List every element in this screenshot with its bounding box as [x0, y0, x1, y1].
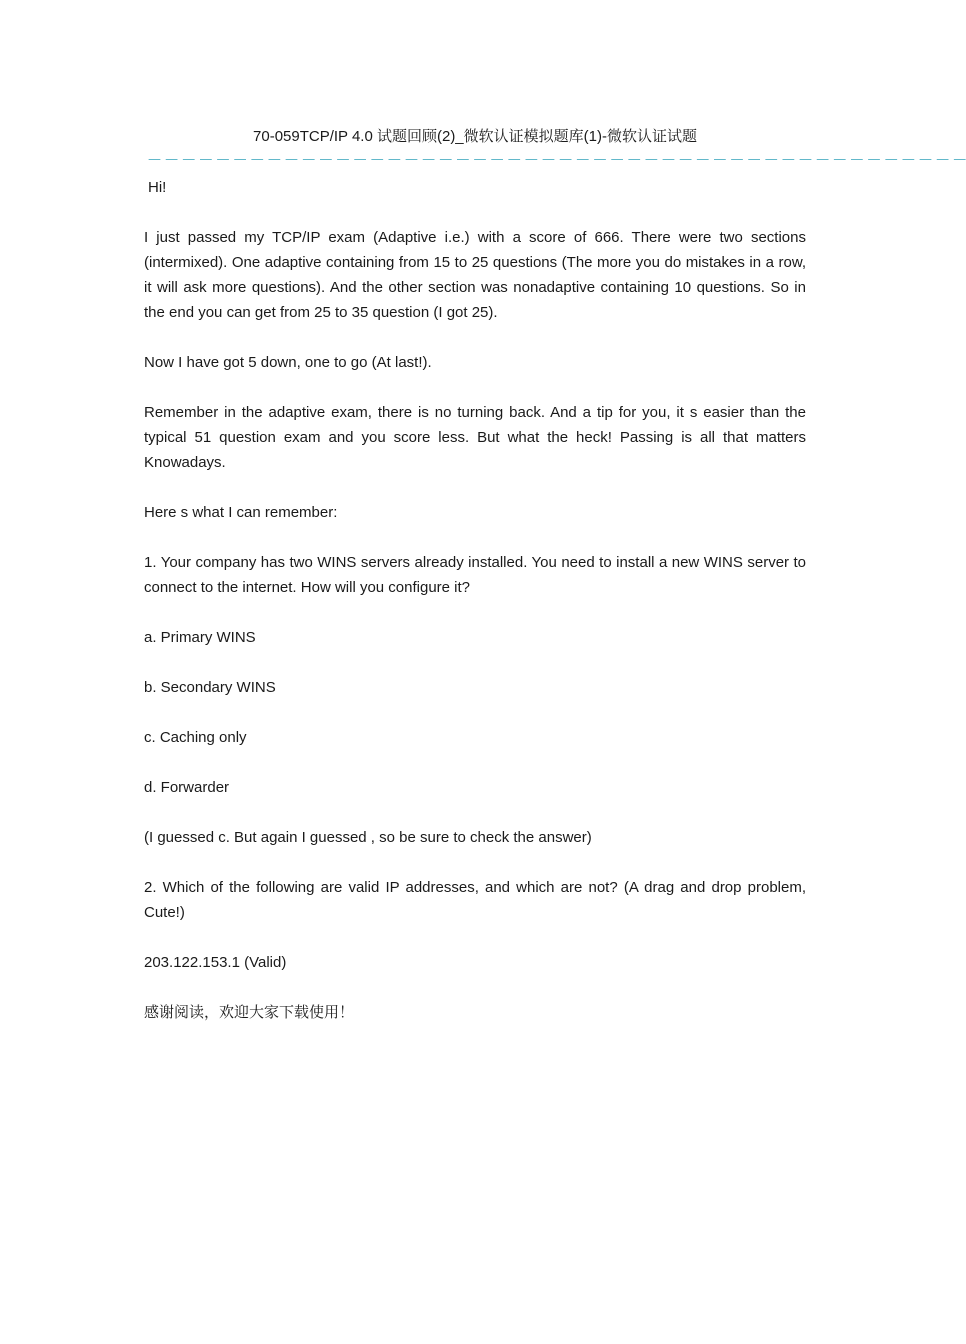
answer-note: (I guessed c. But again I guessed , so be sure to check the answer) [144, 829, 592, 846]
document-title: 70-059TCP/IP 4.0 试题回顾(2)_微软认证模拟题库(1)-微软认证试题 [253, 128, 697, 145]
paragraph-tip: Remember in the adaptive exam, there is no turning back. And a tip for you, it s easier than the typical 51 question exam and you score less. But what the heck! Passing is all that matters Knowadays. [144, 404, 806, 471]
option-c: c. Caching only [144, 729, 247, 746]
document-body [144, 175, 806, 1050]
paragraph-remember: Here s what I can remember: [144, 504, 338, 521]
greeting: Hi! [148, 179, 167, 196]
paragraph-progress: Now I have got 5 down, one to go (At last!). [144, 354, 432, 371]
ip-address-item: 203.122.153.1 (Valid) [144, 954, 287, 971]
question-1: 1. Your company has two WINS servers already installed. You need to install a new WINS server to connect to the internet. How will you configure it? [144, 554, 806, 596]
closing-text: 感谢阅读，欢迎大家下载使用！ [144, 1003, 355, 1021]
option-b: b. Secondary WINS [144, 679, 276, 696]
title-divider: — — — — — — — — — — — — — — — — — — — — — — — — — — — — — — — — — — — — — — — — — — — — — — — — [148, 152, 966, 167]
option-a: a. Primary WINS [144, 629, 256, 646]
option-d: d. Forwarder [144, 779, 230, 796]
question-2: 2. Which of the following are valid IP addresses, and which are not? (A drag and drop problem, Cute!) [144, 879, 806, 921]
paragraph-intro: I just passed my TCP/IP exam (Adaptive i.e.) with a score of 666. There were two sections (intermixed). One adaptive containing from 15 to 25 questions (The more you do mistakes in a row, it will ask more questions). And the other section was nonadaptive containing 10 questions. So in the end you can get from 25 to 35 question (I got 25). [144, 229, 806, 321]
